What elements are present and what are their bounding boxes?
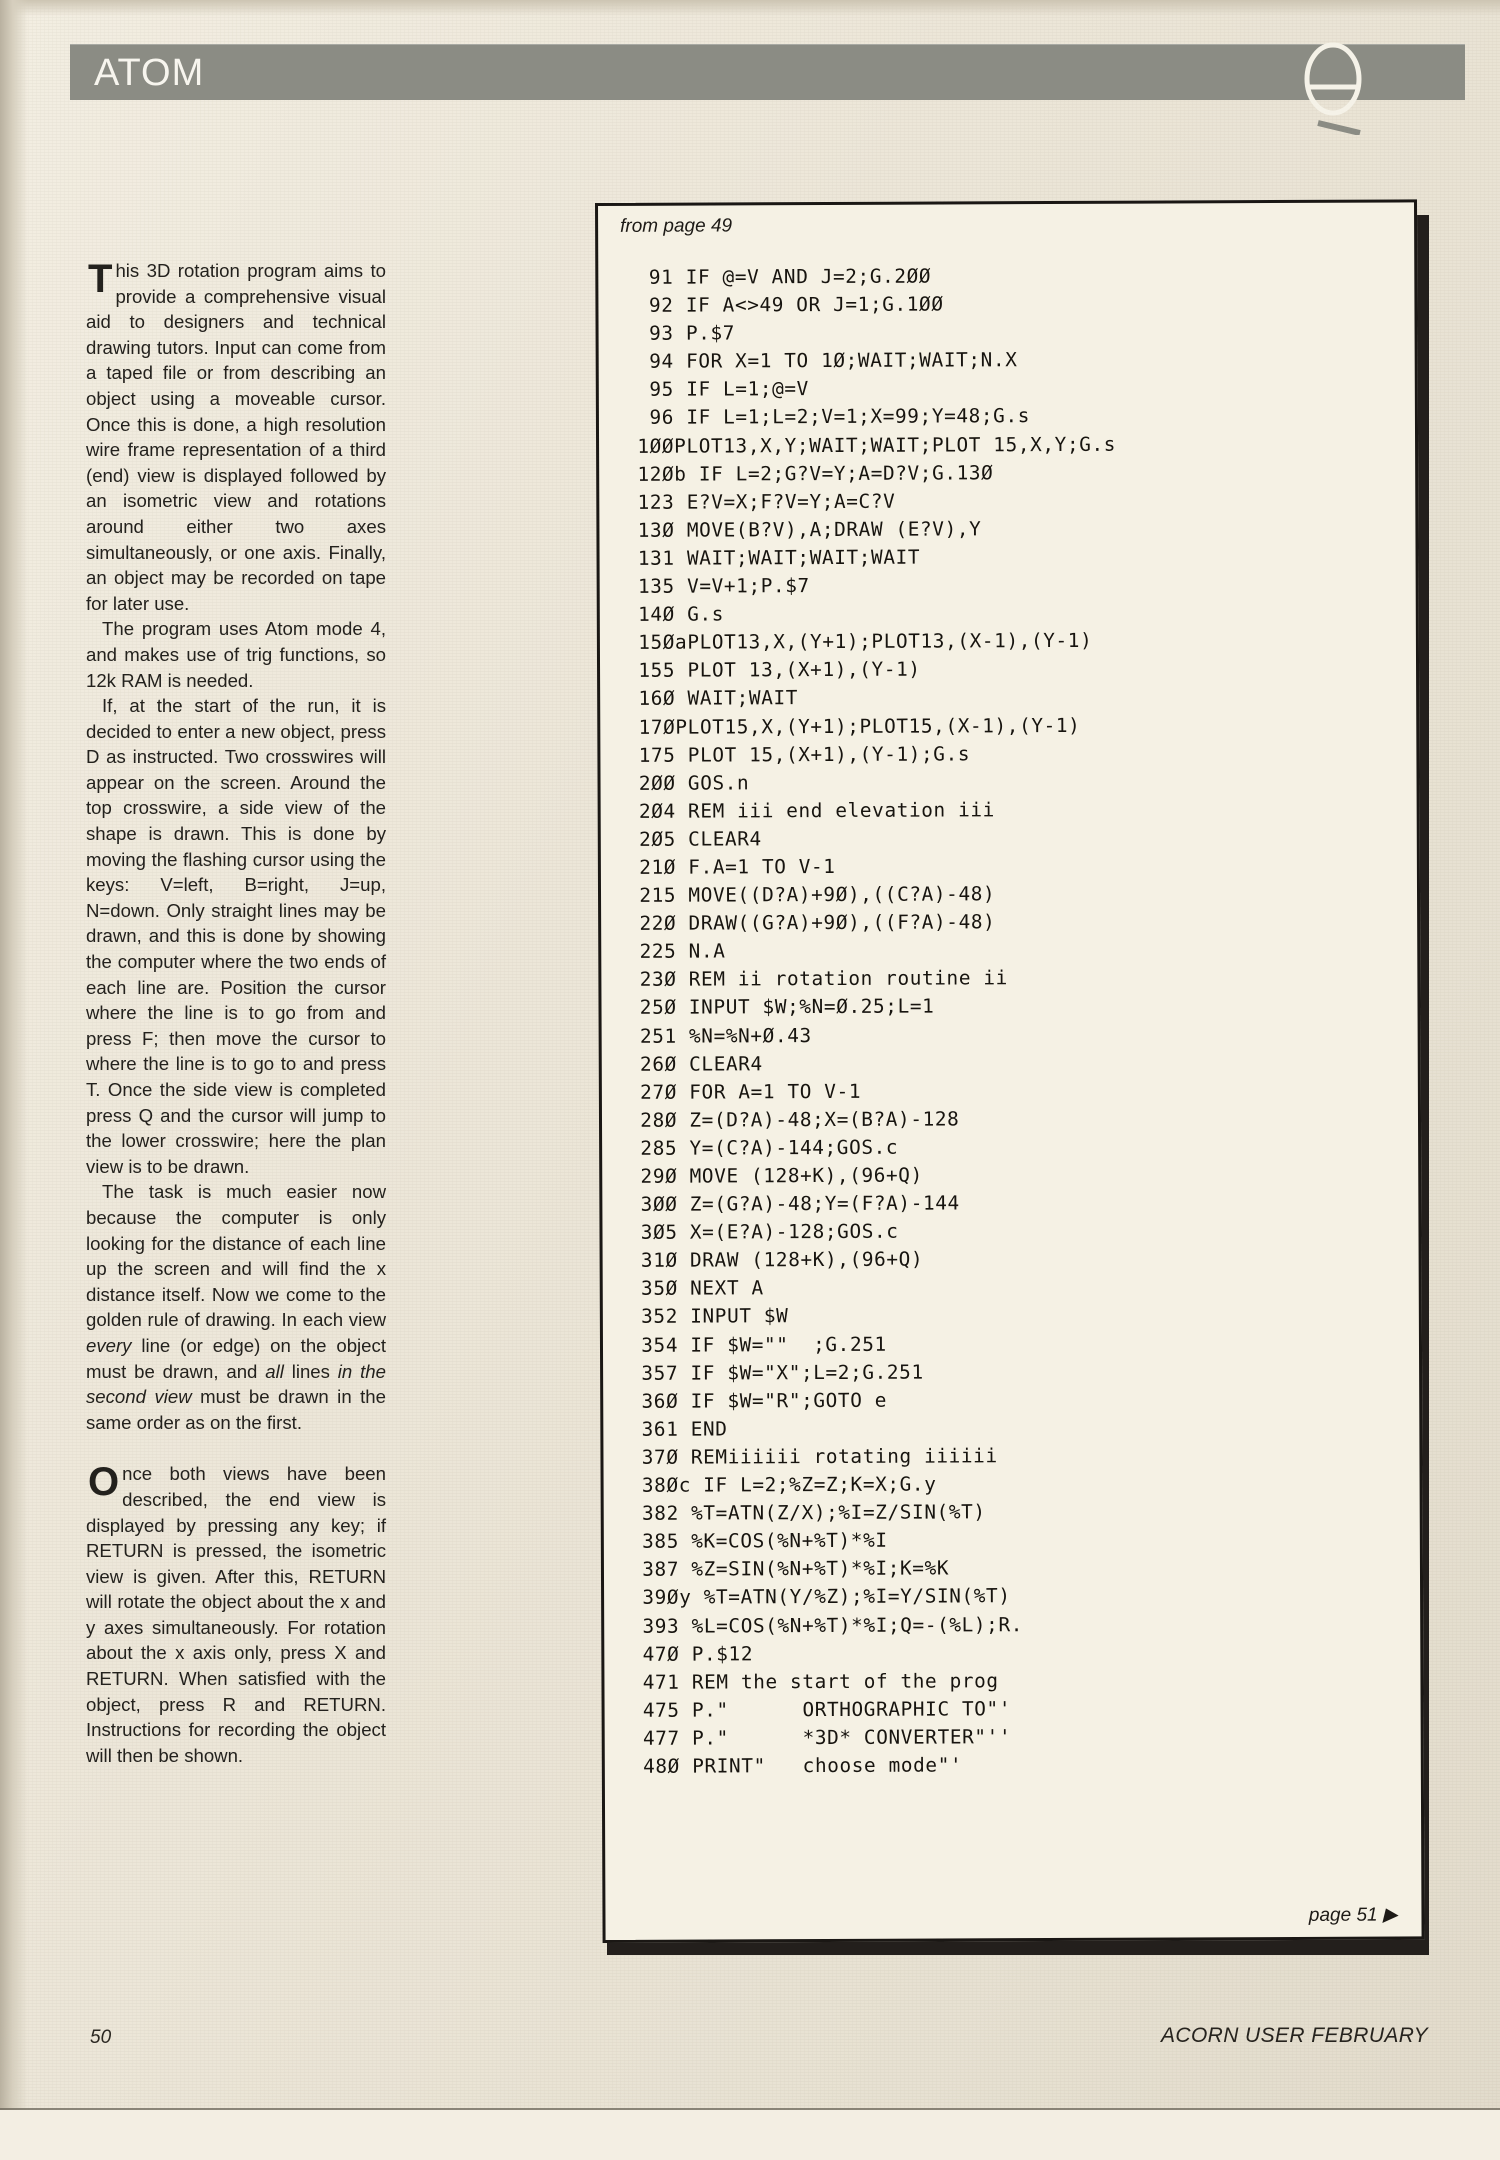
continued-on-page-label: page 51 ▶ [1308, 1904, 1398, 1926]
code-line: 215 MOVE((D?A)+9Ø),((C?A)-48) [626, 882, 996, 907]
code-line: 135 V=V+1;P.$7 [625, 574, 810, 598]
code-line: 14Ø G.s [625, 602, 725, 626]
code-line: 382 %T=ATN(Z/X);%I=Z/SIN(%T) [629, 1500, 986, 1525]
dropcap-t: T [88, 257, 113, 301]
code-line: 23Ø REM ii rotation routine ii [627, 966, 1008, 992]
page-title: ATOM [94, 52, 205, 94]
code-line: 16Ø WAIT;WAIT [626, 686, 799, 711]
code-line: 28Ø Z=(D?A)-48;X=(B?A)-128 [627, 1107, 960, 1132]
code-line: 285 Y=(C?A)-144;GOS.c [628, 1135, 899, 1160]
code-line: 123 E?V=X;F?V=Y;A=C?V [625, 489, 896, 514]
code-line: 27Ø FOR A=1 TO V-1 [627, 1079, 862, 1104]
code-line: 17ØPLOT15,X,(Y+1);PLOT15,(X-1),(Y-1) [626, 713, 1081, 739]
code-line: 26Ø CLEAR4 [627, 1051, 763, 1076]
from-page-label: from page 49 [620, 215, 733, 237]
code-line: 92 IF A<>49 OR J=1;G.1ØØ [624, 292, 944, 317]
paragraph-3: If, at the start of the run, it is decided to enter a new object, press D as instructed. Two crosswires will appear on the screen. Around the top crosswire, a side view of the shape is drawn. This is done by moving the flashing cursor using the keys: V=left, B=right, J=up, N=down. Only straight lines may be drawn, and this is done by showing the computer where the two ends of each line are. Position the cursor where the line is to go from and press F; then move the cursor to where the line is to go to and press T. Once the side view is completed press Q and the cursor will jump to the lower crosswire; here the plan view is to be drawn. [86, 695, 386, 1177]
dropcap-o: O [88, 1460, 120, 1505]
code-line: 38Øc IF L=2;%Z=Z;K=X;G.y [629, 1472, 937, 1497]
folio-page-number: 50 [90, 2027, 112, 2048]
code-line: 175 PLOT 15,(X+1),(Y-1);G.s [626, 741, 971, 767]
program-listing-panel [595, 199, 1425, 1943]
code-line: 25Ø INPUT $W;%N=Ø.25;L=1 [627, 994, 935, 1020]
code-line: 387 %Z=SIN(%N+%T)*%I;K=%K [629, 1556, 950, 1582]
code-line: 15ØaPLOT13,X,(Y+1);PLOT13,(X-1),(Y-1) [625, 629, 1093, 655]
program-listing-code [624, 260, 1415, 1780]
code-line: 393 %L=COS(%N+%T)*%I;Q=-(%L);R. [630, 1612, 1024, 1638]
section-header-band [70, 44, 1465, 100]
code-line: 13Ø MOVE(B?V),A;DRAW (E?V),Y [625, 517, 982, 542]
code-line: 3Ø5 X=(E?A)-128;GOS.c [628, 1219, 899, 1245]
code-line: 352 INPUT $W [628, 1304, 789, 1329]
page-top-edge-shadow [0, 0, 1500, 16]
paragraph-1-text: his 3D rotation program aims to provide a comprehensive visual aid to designers and technical drawing tutors. Input can come from a taped file or from describing an object using a moveable cursor. Once this is done, a high resolution wire frame representation of a third (end) view is displayed followed by an isometric view and rotations around either two axes simultaneously, or one axis. Finally, an object may be recorded on tape for later use. [86, 260, 386, 614]
article-body [86, 258, 386, 1768]
code-line: 155 PLOT 13,(X+1),(Y-1) [625, 657, 921, 683]
code-line: 2Ø4 REM iii end elevation iii [626, 798, 995, 823]
paragraph-2: The program uses Atom mode 4, and makes use of trig functions, so 12k RAM is needed. [86, 618, 386, 691]
code-line: 2Ø5 CLEAR4 [626, 827, 762, 851]
code-line: 96 IF L=1;L=2;V=1;X=99;Y=48;G.s [624, 404, 1031, 430]
code-line: 225 N.A [627, 939, 726, 964]
paragraph-4: The task is much easier now because the computer is only looking for the distance of each line up the screen and will find the x distance itself. Now we come to the golden rule of drawing. In each view every line (or edge) on the object must be drawn, and all lines in the second view must be drawn in the same order as on the first. [86, 1181, 386, 1433]
page-bottom-margin [0, 2110, 1500, 2160]
paragraph-5 [86, 1461, 386, 1768]
code-line: 1ØØPLOT13,X,Y;WAIT;WAIT;PLOT 15,X,Y;G.s [625, 432, 1117, 458]
code-line: 357 IF $W="X";L=2;G.251 [629, 1360, 924, 1385]
code-line: 2ØØ GOS.n [626, 771, 750, 795]
code-line: 131 WAIT;WAIT;WAIT;WAIT [625, 545, 921, 570]
code-line: 91 IF @=V AND J=2;G.2ØØ [624, 264, 932, 289]
paragraph-1 [86, 258, 386, 616]
code-line: 95 IF L=1;@=V [624, 377, 809, 402]
code-line: 36Ø IF $W="R";GOTO e [629, 1388, 888, 1413]
code-line: 35Ø NEXT A [628, 1276, 764, 1301]
code-line: 21Ø F.A=1 TO V-1 [626, 854, 836, 879]
code-line: 39Øy %T=ATN(Y/%Z);%I=Y/SIN(%T) [630, 1584, 1011, 1610]
code-line: 385 %K=COS(%N+%T)*%I [629, 1528, 888, 1554]
page-left-edge-shadow [0, 0, 28, 2160]
code-line: 47Ø P.$12 [630, 1641, 754, 1666]
code-line: 354 IF $W="" ;G.251 [628, 1332, 887, 1357]
code-line: 48Ø PRINT" choose mode"' [630, 1753, 963, 1778]
code-line: 471 REM the start of the prog [630, 1668, 999, 1694]
masthead-footer: ACORN USER FEBRUARY [1160, 2024, 1428, 2047]
code-line: 22Ø DRAW((G?A)+9Ø),((F?A)-48) [627, 910, 996, 936]
code-line: 361 END [629, 1417, 728, 1441]
code-line: 12Øb IF L=2;G?V=Y;A=D?V;G.13Ø [625, 460, 994, 486]
code-line: 475 P." ORTHOGRAPHIC TO"' [630, 1696, 1012, 1722]
code-line: 94 FOR X=1 TO 1Ø;WAIT;WAIT;N.X [624, 348, 1018, 374]
code-line: 93 P.$7 [624, 321, 736, 346]
paragraph-5-text: nce both views have been described, the end view is displayed by pressing any key; if RETURN is pressed, the isometric view is given. After this, RETURN will rotate the object about the x and y axes simultaneously. For rotation about the x axis only, press X and RETURN. When satisfied with the object, press R and RETURN. Instructions for recording the object will then be shown. [86, 1463, 386, 1766]
code-line: 3ØØ Z=(G?A)-48;Y=(F?A)-144 [628, 1191, 960, 1216]
code-line: 31Ø DRAW (128+K),(96+Q) [628, 1247, 924, 1273]
code-line: 29Ø MOVE (128+K),(96+Q) [628, 1163, 923, 1188]
code-line: 251 %N=%N+Ø.43 [627, 1023, 812, 1048]
code-line: 477 P." *3D* CONVERTER"'' [630, 1725, 1012, 1750]
code-line: 37Ø REMiiiiii rotating iiiiii [629, 1444, 998, 1469]
